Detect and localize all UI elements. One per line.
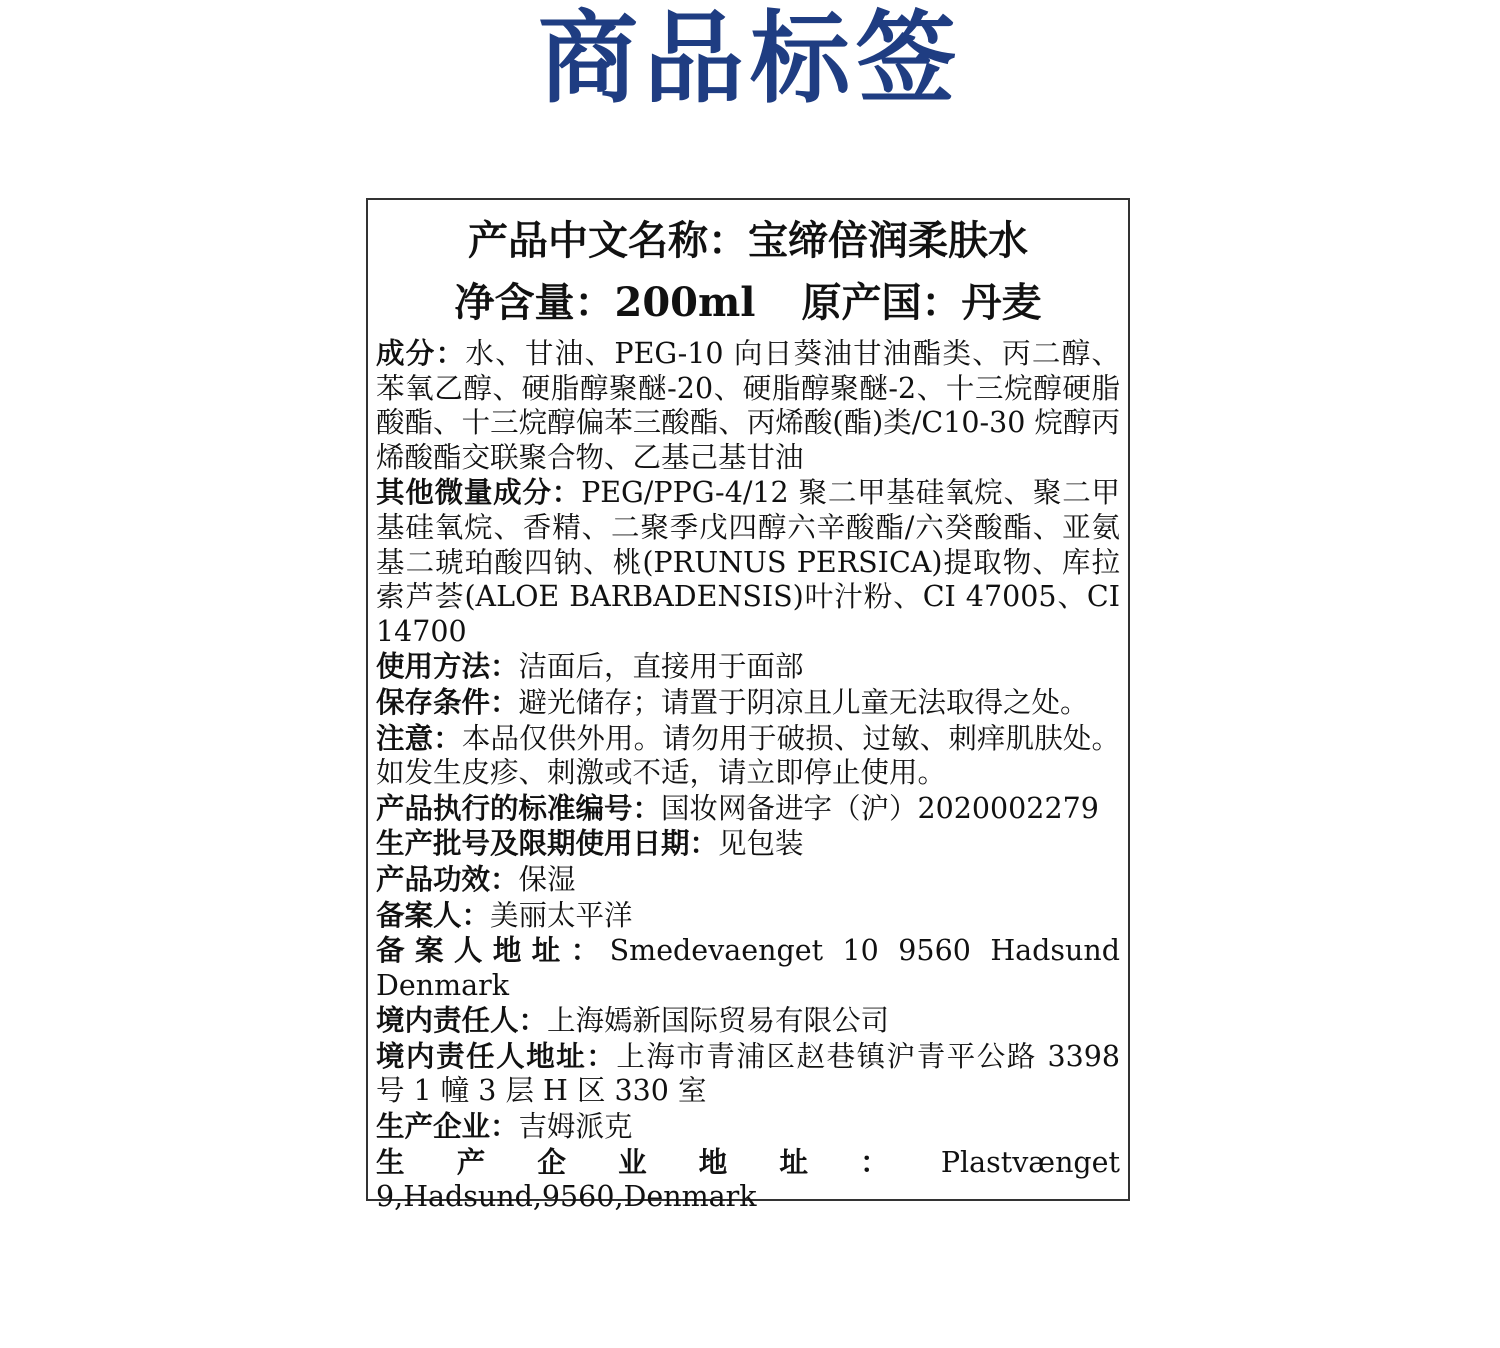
field-label: 产品执行的标准编号： <box>376 790 662 825</box>
field-label: 产品功效： <box>376 861 519 896</box>
field-label: 备案人地址： <box>376 933 610 968</box>
field-value: 本品仅供外用。请勿用于破损、过敏、刺痒肌肤处。如发生皮疹、刺激或不适，请立即停止使用。 <box>376 721 1120 790</box>
field-efficacy <box>376 862 1120 898</box>
field-label: 保存条件： <box>376 684 519 719</box>
field-trace-ingredients <box>376 475 1120 649</box>
origin-label: 原产国： <box>801 279 962 326</box>
field-label: 生产企业： <box>376 1109 519 1144</box>
field-usage <box>376 649 1120 685</box>
field-label: 生产企业地址： <box>376 1144 941 1179</box>
product-name-value: 宝缔倍润柔肤水 <box>748 217 1028 264</box>
field-value: 上海市青浦区赵巷镇沪青平公路 3398 号 1 幢 3 层 H 区 330 室 <box>376 1039 1120 1108</box>
field-value: 上海嫣新国际贸易有限公司 <box>547 1004 890 1038</box>
product-name-label: 产品中文名称： <box>468 217 748 264</box>
field-label: 其他微量成分： <box>376 475 582 510</box>
field-manufacturer-address <box>376 1145 1120 1215</box>
field-label: 境内责任人地址： <box>376 1038 617 1073</box>
field-value: Plastvænget 9,Hadsund,9560,Denmark <box>376 1145 1120 1214</box>
field-label: 注意： <box>376 720 462 755</box>
product-label <box>366 198 1130 1214</box>
field-value: 水、甘油、PEG-10 向日葵油甘油酯类、丙二醇、苯氧乙醇、硬脂醇聚醚-20、硬脂醇聚醚-2、十三烷醇硬脂酸酯、十三烷醇偏苯三酸酯、丙烯酸(酯)类/C10-30 烷醇丙烯酸酯交联聚合物、乙基己基甘油 <box>376 337 1120 474</box>
field-value: 洁面后，直接用于面部 <box>518 650 804 684</box>
label-fields <box>376 336 1120 1215</box>
field-value: 保湿 <box>518 862 576 896</box>
product-name-line <box>376 210 1120 272</box>
field-caution <box>376 721 1120 791</box>
origin-value: 丹麦 <box>961 279 1042 326</box>
field-registrant-address <box>376 933 1120 1003</box>
page-title: 商品标签 <box>538 0 962 117</box>
field-value: 美丽太平洋 <box>490 898 633 932</box>
field-registrant <box>376 898 1120 934</box>
field-value: PEG/PPG-4/12 聚二甲基硅氧烷、聚二甲基硅氧烷、香精、二聚季戊四醇六辛酸酯/六癸酸酯、亚氨基二琥珀酸四钠、桃(PRUNUS PERSICA)提取物、库拉索芦荟(ALOE BARBADENSIS)叶汁粉、CI 47005、CI 14700 <box>376 476 1120 648</box>
net-content-value: 200ml <box>614 279 756 326</box>
field-manufacturer <box>376 1109 1120 1145</box>
field-value: 避光储存；请置于阴凉且儿童无法取得之处。 <box>518 685 1089 719</box>
field-label: 生产批号及限期使用日期： <box>376 826 719 861</box>
field-label: 成分： <box>376 336 466 370</box>
field-domestic-agent-address <box>376 1039 1120 1109</box>
field-batch-expiry <box>376 826 1120 862</box>
net-content-label: 净含量： <box>454 279 615 326</box>
field-standard-number <box>376 791 1120 827</box>
field-ingredients <box>376 336 1120 475</box>
field-storage <box>376 685 1120 721</box>
field-label: 备案人： <box>376 897 491 932</box>
field-value: 见包装 <box>718 827 804 861</box>
net-origin-line <box>376 272 1120 334</box>
field-label: 境内责任人： <box>376 1003 548 1038</box>
field-value: 国妆网备进字（沪）2020002279 <box>661 791 1099 825</box>
field-value: 吉姆派克 <box>518 1110 633 1144</box>
field-label: 使用方法： <box>376 649 519 684</box>
field-value: Smedevaenget 10 9560 Hadsund Denmark <box>376 934 1120 1002</box>
field-domestic-agent <box>376 1003 1120 1039</box>
